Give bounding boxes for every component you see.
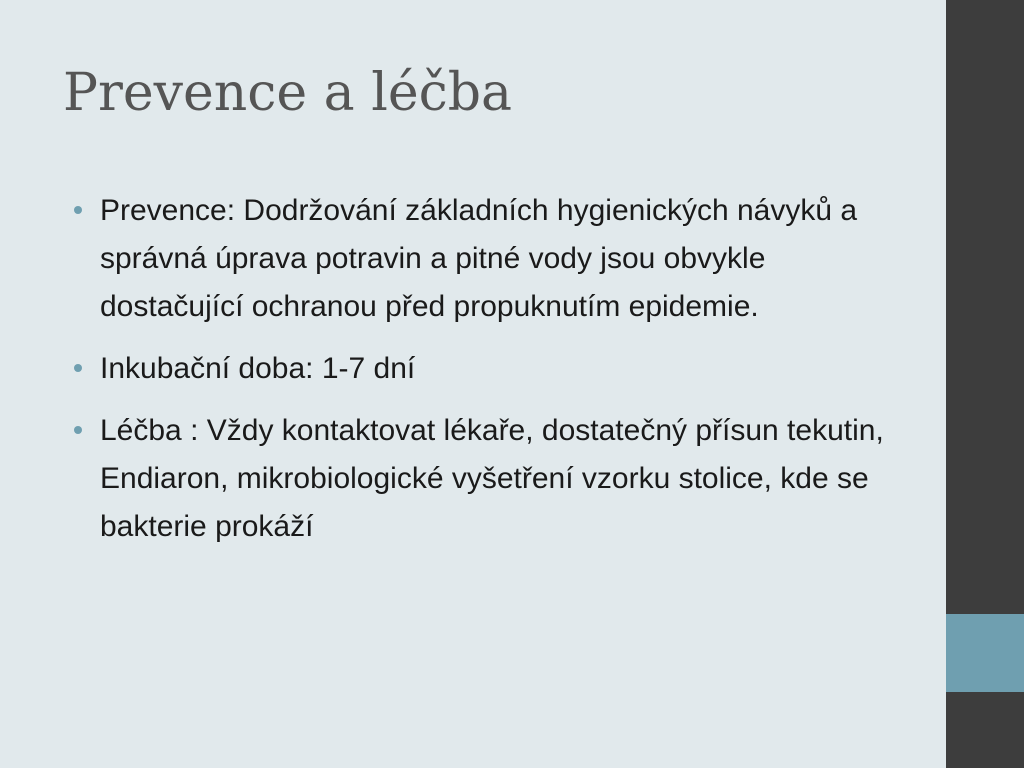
- bullet-text: Prevence: Dodržování základních hygienických návyků a správná úprava potravin a pitné vody jsou obvykle dostačující ochranou před propuknutím epidemie.: [100, 194, 858, 323]
- bullet-item-inkubacni-doba: [100, 345, 890, 393]
- sidebar-accent-block: [946, 614, 1024, 692]
- bullet-item-lecba: [100, 407, 890, 551]
- bullet-list: [100, 187, 890, 565]
- slide-title: Prevence a léčba: [63, 63, 513, 123]
- bullet-dot-icon: [74, 364, 82, 372]
- bullet-dot-icon: [74, 206, 82, 214]
- bullet-item-prevence: [100, 187, 890, 331]
- bullet-text: Inkubační doba: 1-7 dní: [100, 352, 416, 385]
- bullet-text: Léčba : Vždy kontaktovat lékaře, dostatečný přísun tekutin, Endiaron, mikrobiologické vyšetření vzorku stolice, kde se bakterie prokáží: [100, 414, 884, 543]
- bullet-dot-icon: [74, 426, 82, 434]
